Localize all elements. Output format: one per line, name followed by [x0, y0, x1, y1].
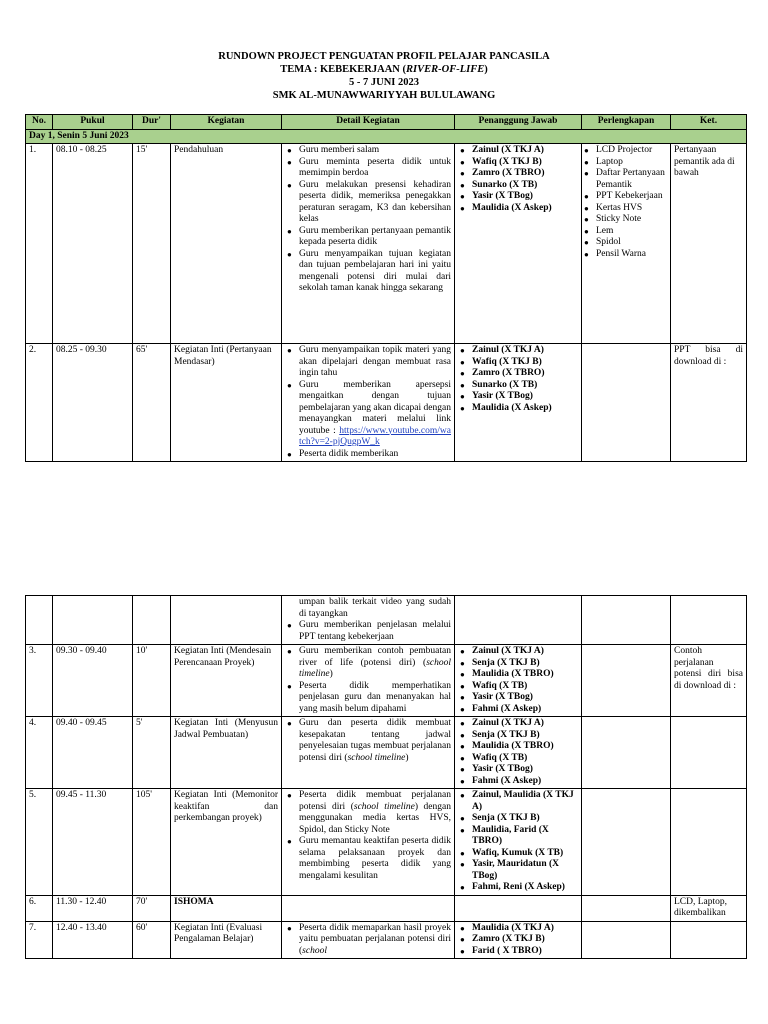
list-item: ● Guru memberikan contoh pembuatan river of life (potensi diri) (school timeline)	[299, 646, 451, 681]
list-item: ● Zainul (X TKJ A)	[472, 646, 578, 658]
list-item: ● Guru dan peserta didik membuat kesepakatan tentang jadwal penyelesaian tugas membuat perjalanan potensi diri (school timeline)	[299, 718, 451, 764]
list-item: ● Yasir (X TBog)	[472, 764, 578, 776]
youtube-link[interactable]: https://www.youtube.com/watch?v=2-pjQugpW_k	[299, 425, 452, 447]
row-perlengkapan	[582, 645, 671, 717]
list-item: ● Sunarko (X TB)	[472, 180, 578, 192]
row-kegiatan: Kegiatan Inti (Evaluasi Pengalaman Belajar)	[171, 921, 282, 959]
row-pj	[455, 144, 582, 344]
list-item-continued: umpan balik terkait video yang sudah di tayangkan	[299, 597, 451, 619]
row-dur: 10'	[133, 645, 171, 717]
table-row	[26, 645, 747, 717]
row-perlengkapan	[582, 717, 671, 789]
list-item: ● Guru memberikan penjelasan melalui PPT tentang kebekerjaan	[299, 620, 451, 643]
list-item: ● Guru memberi salam	[299, 145, 451, 157]
list-item: ● Maulidia (X TBRO)	[472, 669, 578, 681]
table-row	[26, 895, 747, 921]
row-detail	[282, 645, 455, 717]
table-row	[26, 596, 747, 645]
col-header-detail: Detail Kegiatan	[282, 115, 455, 130]
row-kegiatan: Kegiatan Inti (Mendesain Perencanaan Proyek)	[171, 645, 282, 717]
row-detail	[282, 921, 455, 959]
row-pukul: 08.10 - 08.25	[53, 144, 133, 344]
row-no: 1.	[26, 144, 53, 344]
list-item: ● Senja (X TKJ B)	[472, 730, 578, 742]
document-header	[0, 50, 768, 102]
row-detail	[282, 789, 455, 896]
row-kegiatan: Kegiatan Inti (Pertanyaan Mendasar)	[171, 344, 282, 462]
list-item: ● Maulidia (X Askep)	[472, 403, 578, 415]
list-item: ● Fahmi (X Askep)	[472, 776, 578, 788]
list-item: ● Wafiq, Kumuk (X TB)	[472, 848, 578, 860]
row-pukul: 09.45 - 11.30	[53, 789, 133, 896]
row-ket: LCD, Laptop, dikembalikan	[671, 895, 747, 921]
list-item: ● Sunarko (X TB)	[472, 380, 578, 392]
list-item: ● Laptop	[596, 157, 667, 169]
list-item: ● Farid ( X TBRO)	[472, 946, 578, 958]
row-ket	[671, 921, 747, 959]
list-item: ● Zainul, Maulidia (X TKJ A)	[472, 790, 578, 813]
row-detail	[282, 717, 455, 789]
row-pukul: 09.40 - 09.45	[53, 717, 133, 789]
list-item: ● Fahmi, Reni (X Askep)	[472, 882, 578, 894]
col-header-ket: Ket.	[671, 115, 747, 130]
list-item: ● LCD Projector	[596, 145, 667, 157]
list-item: ● Maulidia (X Askep)	[472, 203, 578, 215]
row-pukul: 12.40 - 13.40	[53, 921, 133, 959]
list-item: ● Peserta didik memperhatikan penjelasan guru dan menanyakan hal yang masih belum dipahami	[299, 681, 451, 716]
col-header-kegiatan: Kegiatan	[171, 115, 282, 130]
row-detail	[282, 344, 455, 462]
list-item: ● Wafiq (X TKJ B)	[472, 357, 578, 369]
row-no: 5.	[26, 789, 53, 896]
row-dur: 5'	[133, 717, 171, 789]
table-row	[26, 717, 747, 789]
row-pj	[455, 344, 582, 462]
row-no: 6.	[26, 895, 53, 921]
row-detail	[282, 596, 455, 645]
list-item: ● Maulidia, Farid (X TBRO)	[472, 825, 578, 848]
col-header-no: No.	[26, 115, 53, 130]
document-page-2	[0, 512, 768, 1024]
list-item: ● Fahmi (X Askep)	[472, 704, 578, 716]
row-pj	[455, 717, 582, 789]
row-perlengkapan	[582, 789, 671, 896]
row-pukul: 11.30 - 12.40	[53, 895, 133, 921]
list-item: ● Yasir (X TBog)	[472, 391, 578, 403]
row-detail	[282, 895, 455, 921]
row-pukul: 09.30 - 09.40	[53, 645, 133, 717]
row-kegiatan: Kegiatan Inti (Menyusun Jadwal Pembuatan)	[171, 717, 282, 789]
day-row	[26, 129, 747, 144]
row-perlengkapan	[582, 895, 671, 921]
list-item: ● Peserta didik membuat perjalanan potensi diri (school timeline) dengan menggunakan media kertas HVS, Spidol, dan Sticky Note	[299, 790, 451, 836]
list-item: ● Zainul (X TKJ A)	[472, 145, 578, 157]
header-school: SMK AL-MUNAWWARIYYAH BULULAWANG	[272, 90, 496, 101]
list-item: ● Zamro (X TBRO)	[472, 368, 578, 380]
table-header-row	[26, 115, 747, 130]
list-item: ● Kertas HVS	[596, 203, 667, 215]
list-item: ● Guru menyampaikan tujuan kegiatan dan tujuan pembelajaran hari ini yaitu mengenali potensi diri mulai dari sekolah taman kanak hingga sekarang	[299, 249, 451, 295]
row-pj	[455, 921, 582, 959]
row-ket: PPT bisa di download di :	[671, 344, 747, 462]
list-item: ● Guru meminta peserta didik untuk memimpin berdoa	[299, 157, 451, 180]
list-item: ● Maulidia (X TBRO)	[472, 741, 578, 753]
list-item: ● Zamro (X TBRO)	[472, 168, 578, 180]
row-ket	[671, 789, 747, 896]
row-ket: Contoh perjalanan potensi diri bisa di download di :	[671, 645, 747, 717]
row-pj	[455, 645, 582, 717]
row-ket	[671, 717, 747, 789]
list-item: ● Senja (X TKJ B)	[472, 813, 578, 825]
list-item: ● Guru memberikan apersepsi mengaitkan dengan tujuan pembelajaran yang akan dicapai dengan menayangkan materi melalui link youtube : https://www.youtube.com/watch?v=2-pjQugpW_k	[299, 380, 451, 449]
table-row	[26, 921, 747, 959]
list-item: ● Daftar Pertanyaan Pemantik	[596, 168, 667, 191]
col-header-dur: Dur'	[133, 115, 171, 130]
list-item: ● Zainul (X TKJ A)	[472, 718, 578, 730]
list-item: ● Guru memberikan pertanyaan pemantik kepada peserta didik	[299, 226, 451, 249]
list-item: ● Guru melakukan presensi kehadiran peserta didik, memeriksa penegakkan peraturan seragam, K3 dan kebersihan kelas	[299, 180, 451, 226]
header-date: 5 - 7 JUNI 2023	[349, 77, 419, 88]
row-dur: 70'	[133, 895, 171, 921]
row-perlengkapan	[582, 144, 671, 344]
row-perlengkapan	[582, 344, 671, 462]
list-item: ● Maulidia (X TKJ A)	[472, 923, 578, 935]
rundown-table-page-1	[25, 114, 747, 462]
list-item: ● Guru menyampaikan topik materi yang akan dipelajari dengan membuat rasa ingin tahu	[299, 345, 451, 380]
list-item: ● Yasir (X TBog)	[472, 191, 578, 203]
list-item: ● PPT Kebekerjaan	[596, 191, 667, 203]
list-item: ● Zamro (X TKJ B)	[472, 934, 578, 946]
row-dur: 60'	[133, 921, 171, 959]
list-item: ● Lem	[596, 226, 667, 238]
row-no: 2.	[26, 344, 53, 462]
row-no: 7.	[26, 921, 53, 959]
row-pj	[455, 789, 582, 896]
list-item: ● Peserta didik memaparkan hasil proyek yaitu pembuatan perjalanan potensi diri (school	[299, 923, 451, 958]
col-header-pj: Penanggung Jawab	[455, 115, 582, 130]
table-row	[26, 144, 747, 344]
table-row	[26, 344, 747, 462]
row-dur: 105'	[133, 789, 171, 896]
row-no: 4.	[26, 717, 53, 789]
header-theme: TEMA : KEBEKERJAAN (RIVER-OF-LIFE)	[280, 64, 488, 75]
row-detail	[282, 144, 455, 344]
row-pukul: 08.25 - 09.30	[53, 344, 133, 462]
row-kegiatan: Kegiatan Inti (Memonitor keaktifan dan perkembangan proyek)	[171, 789, 282, 896]
row-kegiatan: Pendahuluan	[171, 144, 282, 344]
list-item: ● Yasir, Mauridatun (X TBog)	[472, 859, 578, 882]
row-dur: 65'	[133, 344, 171, 462]
rundown-table-page-2	[25, 595, 747, 959]
list-item: ● Sticky Note	[596, 214, 667, 226]
row-pj	[455, 895, 582, 921]
row-dur: 15'	[133, 144, 171, 344]
list-item: ● Zainul (X TKJ A)	[472, 345, 578, 357]
header-title: RUNDOWN PROJECT PENGUATAN PROFIL PELAJAR PANCASILA	[218, 51, 550, 62]
row-ket: Pertanyaan pemantik ada di bawah	[671, 144, 747, 344]
list-item: ● Pensil Warna	[596, 249, 667, 261]
list-item: ● Wafiq (X TB)	[472, 753, 578, 765]
table-row	[26, 789, 747, 896]
list-item: ● Wafiq (X TB)	[472, 681, 578, 693]
list-item: ● Wafiq (X TKJ B)	[472, 157, 578, 169]
list-item: ● Peserta didik memberikan	[299, 449, 451, 461]
day-label: Day 1, Senin 5 Juni 2023	[26, 129, 747, 144]
row-no: 3.	[26, 645, 53, 717]
list-item: ● Guru memantau keaktifan peserta didik selama pelaksanaan proyek dan membimbing peserta didik yang mengalami kesulitan	[299, 836, 451, 882]
row-kegiatan: ISHOMA	[171, 895, 282, 921]
col-header-pukul: Pukul	[53, 115, 133, 130]
col-header-perlengkapan: Perlengkapan	[582, 115, 671, 130]
list-item: ● Senja (X TKJ B)	[472, 658, 578, 670]
list-item: ● Spidol	[596, 237, 667, 249]
list-item: ● Yasir (X TBog)	[472, 692, 578, 704]
row-perlengkapan	[582, 921, 671, 959]
